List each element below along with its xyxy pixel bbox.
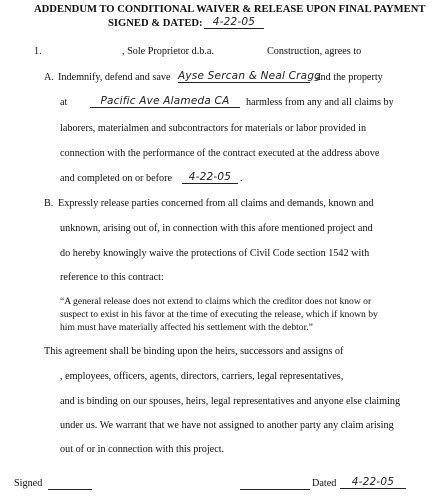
indemnified-names: Ayse Sercan & Neal Cragg	[178, 70, 322, 82]
section-a-label: A.	[44, 72, 54, 83]
section-a-line2-post: harmless from any and all claims by	[246, 97, 394, 108]
civil-code-quote-line1: “A general release does not extend to claims which the creditor does not know or	[60, 296, 372, 307]
footer-blank-line	[240, 489, 310, 490]
property-address: Pacific Ave Alameda CA	[90, 95, 240, 108]
footer-date: 4-22-05	[340, 476, 406, 489]
section-1-text-b: Construction, agrees to	[267, 46, 362, 57]
completion-date: 4-22-05	[182, 171, 238, 184]
agreement-line4: under us. We warrant that we have not assigned to another party any claim arising	[60, 420, 394, 431]
section-b-line4: reference to this contract:	[60, 272, 164, 283]
heading-date: 4-22-05	[204, 16, 264, 29]
section-b-label: B.	[44, 198, 54, 209]
section-1-number: 1.	[34, 46, 42, 57]
section-b-line2: unknown, arising out of, in connection with this afore mentioned project and	[60, 223, 373, 234]
dated-label: Dated	[312, 478, 337, 489]
section-b-line3: do hereby knowingly waive the protections of Civil Code section 1542 with	[60, 248, 370, 259]
section-1-text-a: , Sole Proprietor d.b.a.	[122, 46, 214, 57]
signed-dated-label: SIGNED & DATED:	[108, 18, 203, 29]
section-a-line5-pre: and completed on or before	[60, 173, 173, 184]
civil-code-quote-line2: suspect to exist in his favor at the time of executing the release, which if known by	[60, 309, 378, 320]
agreement-line1: This agreement shall be binding upon the heirs, successors and assigns of	[44, 346, 344, 357]
agreement-line5: out of or in connection with this project.	[60, 444, 225, 455]
section-a-line4: connection with the performance of the contract executed at the address above	[60, 148, 380, 159]
section-b-line1: Expressly release parties concerned from all claims and demands, known and	[58, 198, 374, 209]
document-title: ADDENDUM TO CONDITIONAL WAIVER & RELEASE UPON FINAL PAYMENT	[34, 4, 426, 15]
section-a-line1-post: and the property	[316, 72, 383, 83]
civil-code-quote-line3: him must have materially affected his settlement with the debtor.”	[60, 322, 313, 333]
section-a-line2-pre: at	[60, 97, 68, 108]
signature-line	[48, 489, 92, 490]
section-a-line3: laborers, materialmen and subcontractors for materials or labor provided in	[60, 123, 367, 134]
section-a-line1-pre: Indemnify, defend and save	[58, 72, 171, 83]
section-a-line5-post: .	[240, 173, 243, 184]
agreement-line2: , employees, officers, agents, directors, carriers, legal representatives,	[60, 371, 344, 382]
agreement-line3: and is binding on our spouses, heirs, legal representatives and anyone else claiming	[60, 396, 401, 407]
signed-label: Signed	[14, 478, 43, 489]
